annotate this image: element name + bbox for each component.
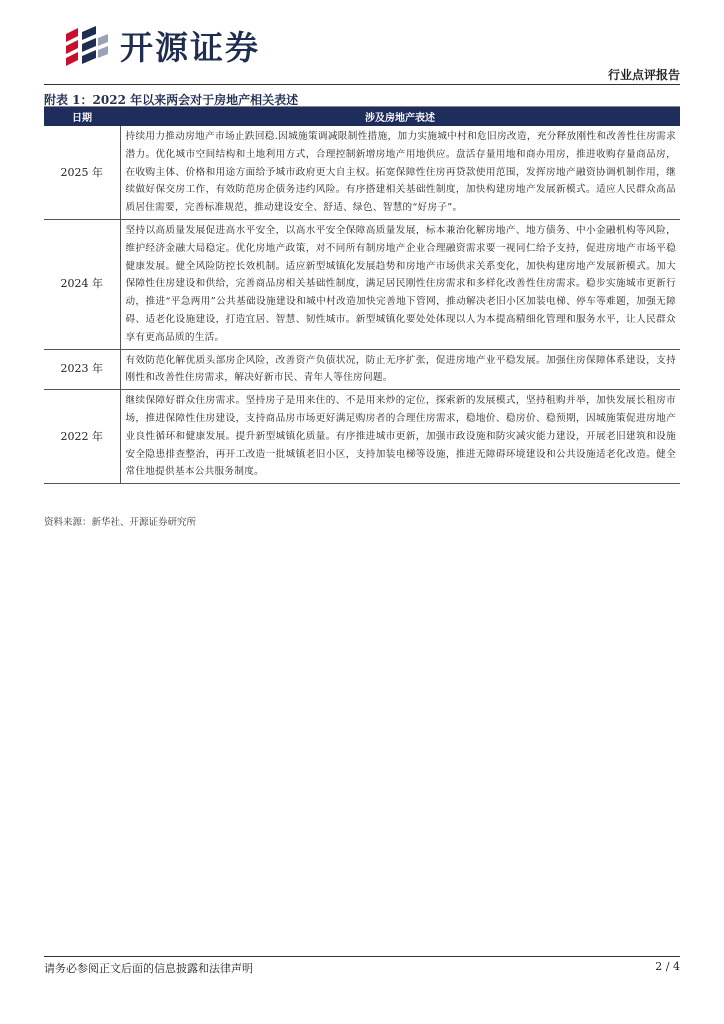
table-caption: 附表 1：2022 年以来两会对于房地产相关表述 (44, 93, 299, 107)
report-type-label: 行业点评报告 (607, 68, 680, 82)
column-header-content: 涉及房地产表述 (120, 107, 680, 126)
table-header-row (44, 107, 680, 126)
row-text: 有效防范化解优质头部房企风险，改善资产负债状况，防止无序扩张，促进房地产业平稳发展。加强住房保障体系建设，支持刚性和改善性住房需求，解决好新市民、青年人等住房问题。 (120, 349, 680, 390)
header-divider (44, 84, 680, 85)
page-number: 2 / 4 (655, 960, 680, 973)
row-text: 持续用力推动房地产市场止跌回稳.因城施策调减限制性措施，加力实施城中村和危旧房改造，充分释放刚性和改善性住房需求潜力。优化城市空间结构和土地利用方式，合理控制新增房地产用地供应。盘活存量用地和商办用房，推进收购存量商品房，在收购主体、价格和用途方面给予城市政府更大自主权。拓宽保障性住房再贷款使用范围，发挥房地产融资协调机制作用，继续做好保交房工作，有效防范房企债务违约风险。有序搭建相关基础性制度，加快构建房地产发展新模式。适应人民群众高品质居住需要，完善标准规范，推动建设安全、舒适、绿色、智慧的“好房子”。 (120, 126, 680, 219)
row-year: 2022 年 (44, 390, 120, 484)
source-note: 资料来源：新华社、开源证券研究所 (44, 517, 197, 528)
row-year: 2023 年 (44, 349, 120, 390)
disclaimer-note: 请务必参阅正文后面的信息披露和法律声明 (44, 962, 253, 975)
row-year: 2025 年 (44, 126, 120, 219)
kysec-logo-icon (62, 24, 112, 68)
policy-table (44, 107, 680, 484)
page-header (0, 0, 724, 90)
table-row (44, 219, 680, 349)
brand-name: 开源证券 (120, 28, 260, 67)
footer-divider (44, 956, 680, 957)
row-text: 坚持以高质量发展促进高水平安全，以高水平安全保障高质量发展，标本兼治化解房地产、地方债务、中小金融机构等风险，维护经济金融大局稳定。优化房地产政策，对不同所有制房地产企业合理融资需求要一视同仁给予支持，促进房地产市场平稳健康发展。健全风险防控长效机制。适应新型城镇化发展趋势和房地产市场供求关系变化，加快构建房地产发展新模式。加大保障性住房建设和供给，完善商品房相关基础性制度，满足居民刚性住房需求和多样化改善性住房需求。稳步实施城市更新行动，推进“平急两用”公共基础设施建设和城中村改造加快完善地下管网，推动解决老旧小区加装电梯、停车等难题，加强无障碍、适老化设施建设，打造宜居、智慧、韧性城市。新型城镇化要处处体现以人为本提高精细化管理和服务水平，让人民群众享有更高品质的生活。 (120, 219, 680, 349)
table-row (44, 390, 680, 484)
column-header-date: 日期 (44, 107, 120, 126)
row-year: 2024 年 (44, 219, 120, 349)
table-row (44, 126, 680, 219)
brand-logo (62, 22, 260, 69)
table-row (44, 349, 680, 390)
row-text: 继续保障好群众住房需求。坚持房子是用来住的、不是用来炒的定位，探索新的发展模式，坚持租购并举，加快发展长租房市场，推进保障性住房建设，支持商品房市场更好满足购房者的合理住房需求，稳地价、稳房价、稳预期，因城施策促进房地产业良性循环和健康发展。提升新型城镇化质量。有序推进城市更新，加强市政设施和防灾减灾能力建设，开展老旧建筑和设施安全隐患排查整治，再开工改造一批城镇老旧小区，支持加装电梯等设施，推进无障碍环境建设和公共设施适老化改造。健全常住地提供基本公共服务制度。 (120, 390, 680, 484)
